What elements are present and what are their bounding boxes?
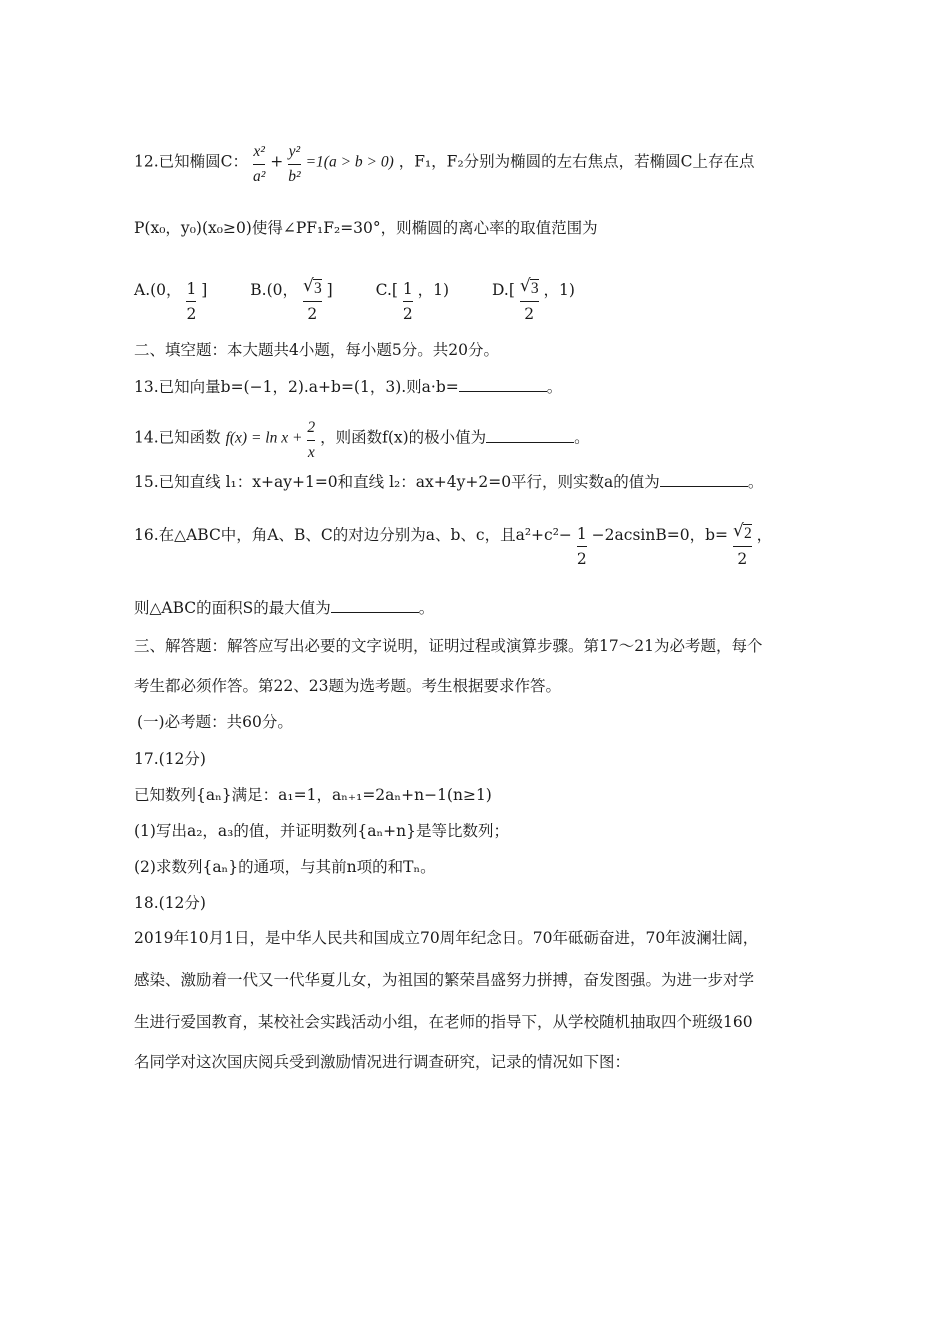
option-d: D.[ √ 3 2 ，1) xyxy=(492,276,575,323)
q18-line1: 2019年10月1日，是中华人民共和国成立70周年纪念日。70年砥砺奋进，70年波澜壮阔， xyxy=(134,929,759,947)
answer-blank xyxy=(660,472,748,487)
q12-rhs: =1(a > b > 0) xyxy=(305,153,394,171)
q18-title: 18.(12分) xyxy=(134,894,206,912)
q18-line3: 生进行爱国教育，某校社会实践活动小组，在老师的指导下，从学校随机抽取四个班级160 xyxy=(134,1013,753,1031)
q17-line1: 已知数列{aₙ}满足：a₁=1，aₙ₊₁=2aₙ+n−1(n≥1) xyxy=(134,786,492,804)
q12-options xyxy=(134,268,575,323)
q18-line4: 名同学对这次国庆阅兵受到激励情况进行调查研究，记录的情况如下图： xyxy=(134,1053,631,1071)
q12-frac-y: $\frac{\text{y²}}{\text{b²}}$ xyxy=(288,143,301,185)
q12-suffix: ，F₁，F₂分别为椭圆的左右焦点，若椭圆C上存在点 xyxy=(398,152,755,171)
q16-line2: 则△ABC的面积S的最大值为 。 xyxy=(134,599,435,617)
q13: 13.已知向量b=(−1，2).a+b=(1，3).则a·b= 。 xyxy=(134,378,563,396)
q17-line3: (2)求数列{aₙ}的通项，与其前n项的和Tₙ。 xyxy=(134,858,436,876)
q12-prefix: 12.已知椭圆C： xyxy=(134,152,249,171)
q15: 15.已知直线 l₁：x+ay+1=0和直线 l₂：ax+4y+2=0平行，则实数a的值为 。 xyxy=(134,473,764,491)
required-heading: (一)必考题：共60分。 xyxy=(137,713,293,731)
q12-frac-x: $\frac{\text{x²}}{\text{a²}}$ xyxy=(252,143,266,185)
option-c: C.[ $\frac{1}{2}$ ，1) xyxy=(375,279,450,323)
q18-line2: 感染、激励着一代又一代华夏儿女，为祖国的繁荣昌盛努力拼搏，奋发图强。为进一步对学 xyxy=(134,971,755,989)
q12-line2: P(x₀，y₀)(x₀≥0)使得∠PF₁F₂=30°，则椭圆的离心率的取值范围为 xyxy=(134,219,598,237)
option-a: A.(0， $\frac{1}{2}$ ] xyxy=(134,279,208,323)
q12-line1: 12.已知椭圆C： $\frac{\text{x²}}{\text{a²}}$ + $\frac{\text{y²}}{\text{b²}}$ =1(a > b > 0) ，F₁，F₂分别为椭圆的左右焦点，若椭圆C上存在点 xyxy=(134,143,755,185)
section3-line2: 考生都必须作答。第22、23题为选考题。考生根据要求作答。 xyxy=(134,677,561,695)
section2-heading: 二、填空题：本大题共4小题，每小题5分。共20分。 xyxy=(134,341,499,359)
q16: 16.在△ABC中，角A、B、C的对边分别为a、b、c，且a²+c²− $\frac{1}{2}$ −2acsinB=0，b= √ 2 2 ， xyxy=(134,521,773,568)
answer-blank xyxy=(486,428,574,443)
section3-line1: 三、解答题：解答应写出必要的文字说明，证明过程或演算步骤。第17～21为必考题，每个 xyxy=(134,637,763,655)
answer-blank xyxy=(459,377,547,392)
answer-blank xyxy=(331,598,419,613)
q17-title: 17.(12分) xyxy=(134,750,206,768)
q14: 14.已知函数 f(x) = ln x + $\frac{2}{x}$ ，则函数f(x)的极小值为 。 xyxy=(134,419,590,461)
option-b: B.(0， √ 3 2 ] xyxy=(250,276,333,323)
q17-line2: (1)写出a₂，a₃的值，并证明数列{aₙ+n}是等比数列； xyxy=(134,822,510,840)
